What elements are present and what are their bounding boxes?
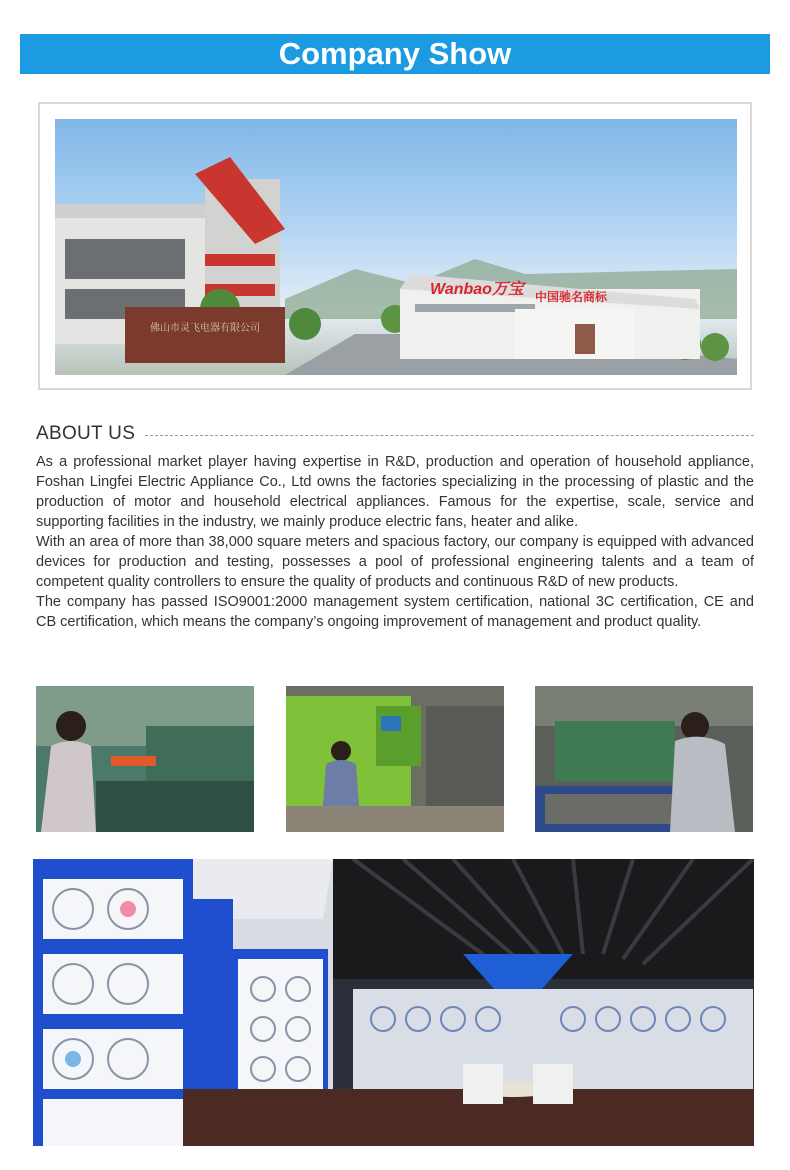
about-title: ABOUT US bbox=[36, 423, 136, 444]
about-paragraph-1: As a professional market player having expertise in R&D, production and operation of household appliance, Foshan Lingfei Electric Appliance Co., Ltd owns the factories specializing in the processing of plastic and the production of motor and household electrical appliances. Famous for the expertise, scale, service and supporting facilities in the industry, we mainly produce electric fans, heater and alike. bbox=[36, 454, 754, 530]
stone-sign-text: 佛山市灵飞电器有限公司 bbox=[150, 323, 260, 334]
factory-photo-frame bbox=[38, 102, 752, 390]
workshop-photo-3 bbox=[535, 686, 753, 832]
about-paragraph-2: With an area of more than 38,000 square meters and spacious factory, our company is equipped with advanced devices for production and testing, possesses a pool of professional engineering talents and a team of competent quality controllers to ensure the quality of products and continuous R&D of new products. bbox=[36, 534, 754, 590]
about-body bbox=[36, 452, 754, 652]
showroom-photo bbox=[33, 859, 754, 1146]
factory-sign-brand: Wanbao万宝 bbox=[430, 281, 524, 298]
dashed-divider bbox=[145, 435, 754, 436]
about-paragraph-3: The company has passed ISO9001:2000 management system certification, national 3C certification, CE and CB certification, which means the company’s ongoing improvement of management and product quality. bbox=[36, 594, 754, 630]
section-banner bbox=[20, 34, 770, 74]
banner-title: Company Show bbox=[278, 36, 512, 71]
factory-photo bbox=[55, 119, 737, 375]
workshop-photo-1 bbox=[36, 686, 254, 832]
about-header bbox=[36, 423, 754, 445]
workshop-photo-2 bbox=[286, 686, 504, 832]
factory-sign-slogan: 中国驰名商标 bbox=[535, 290, 608, 304]
